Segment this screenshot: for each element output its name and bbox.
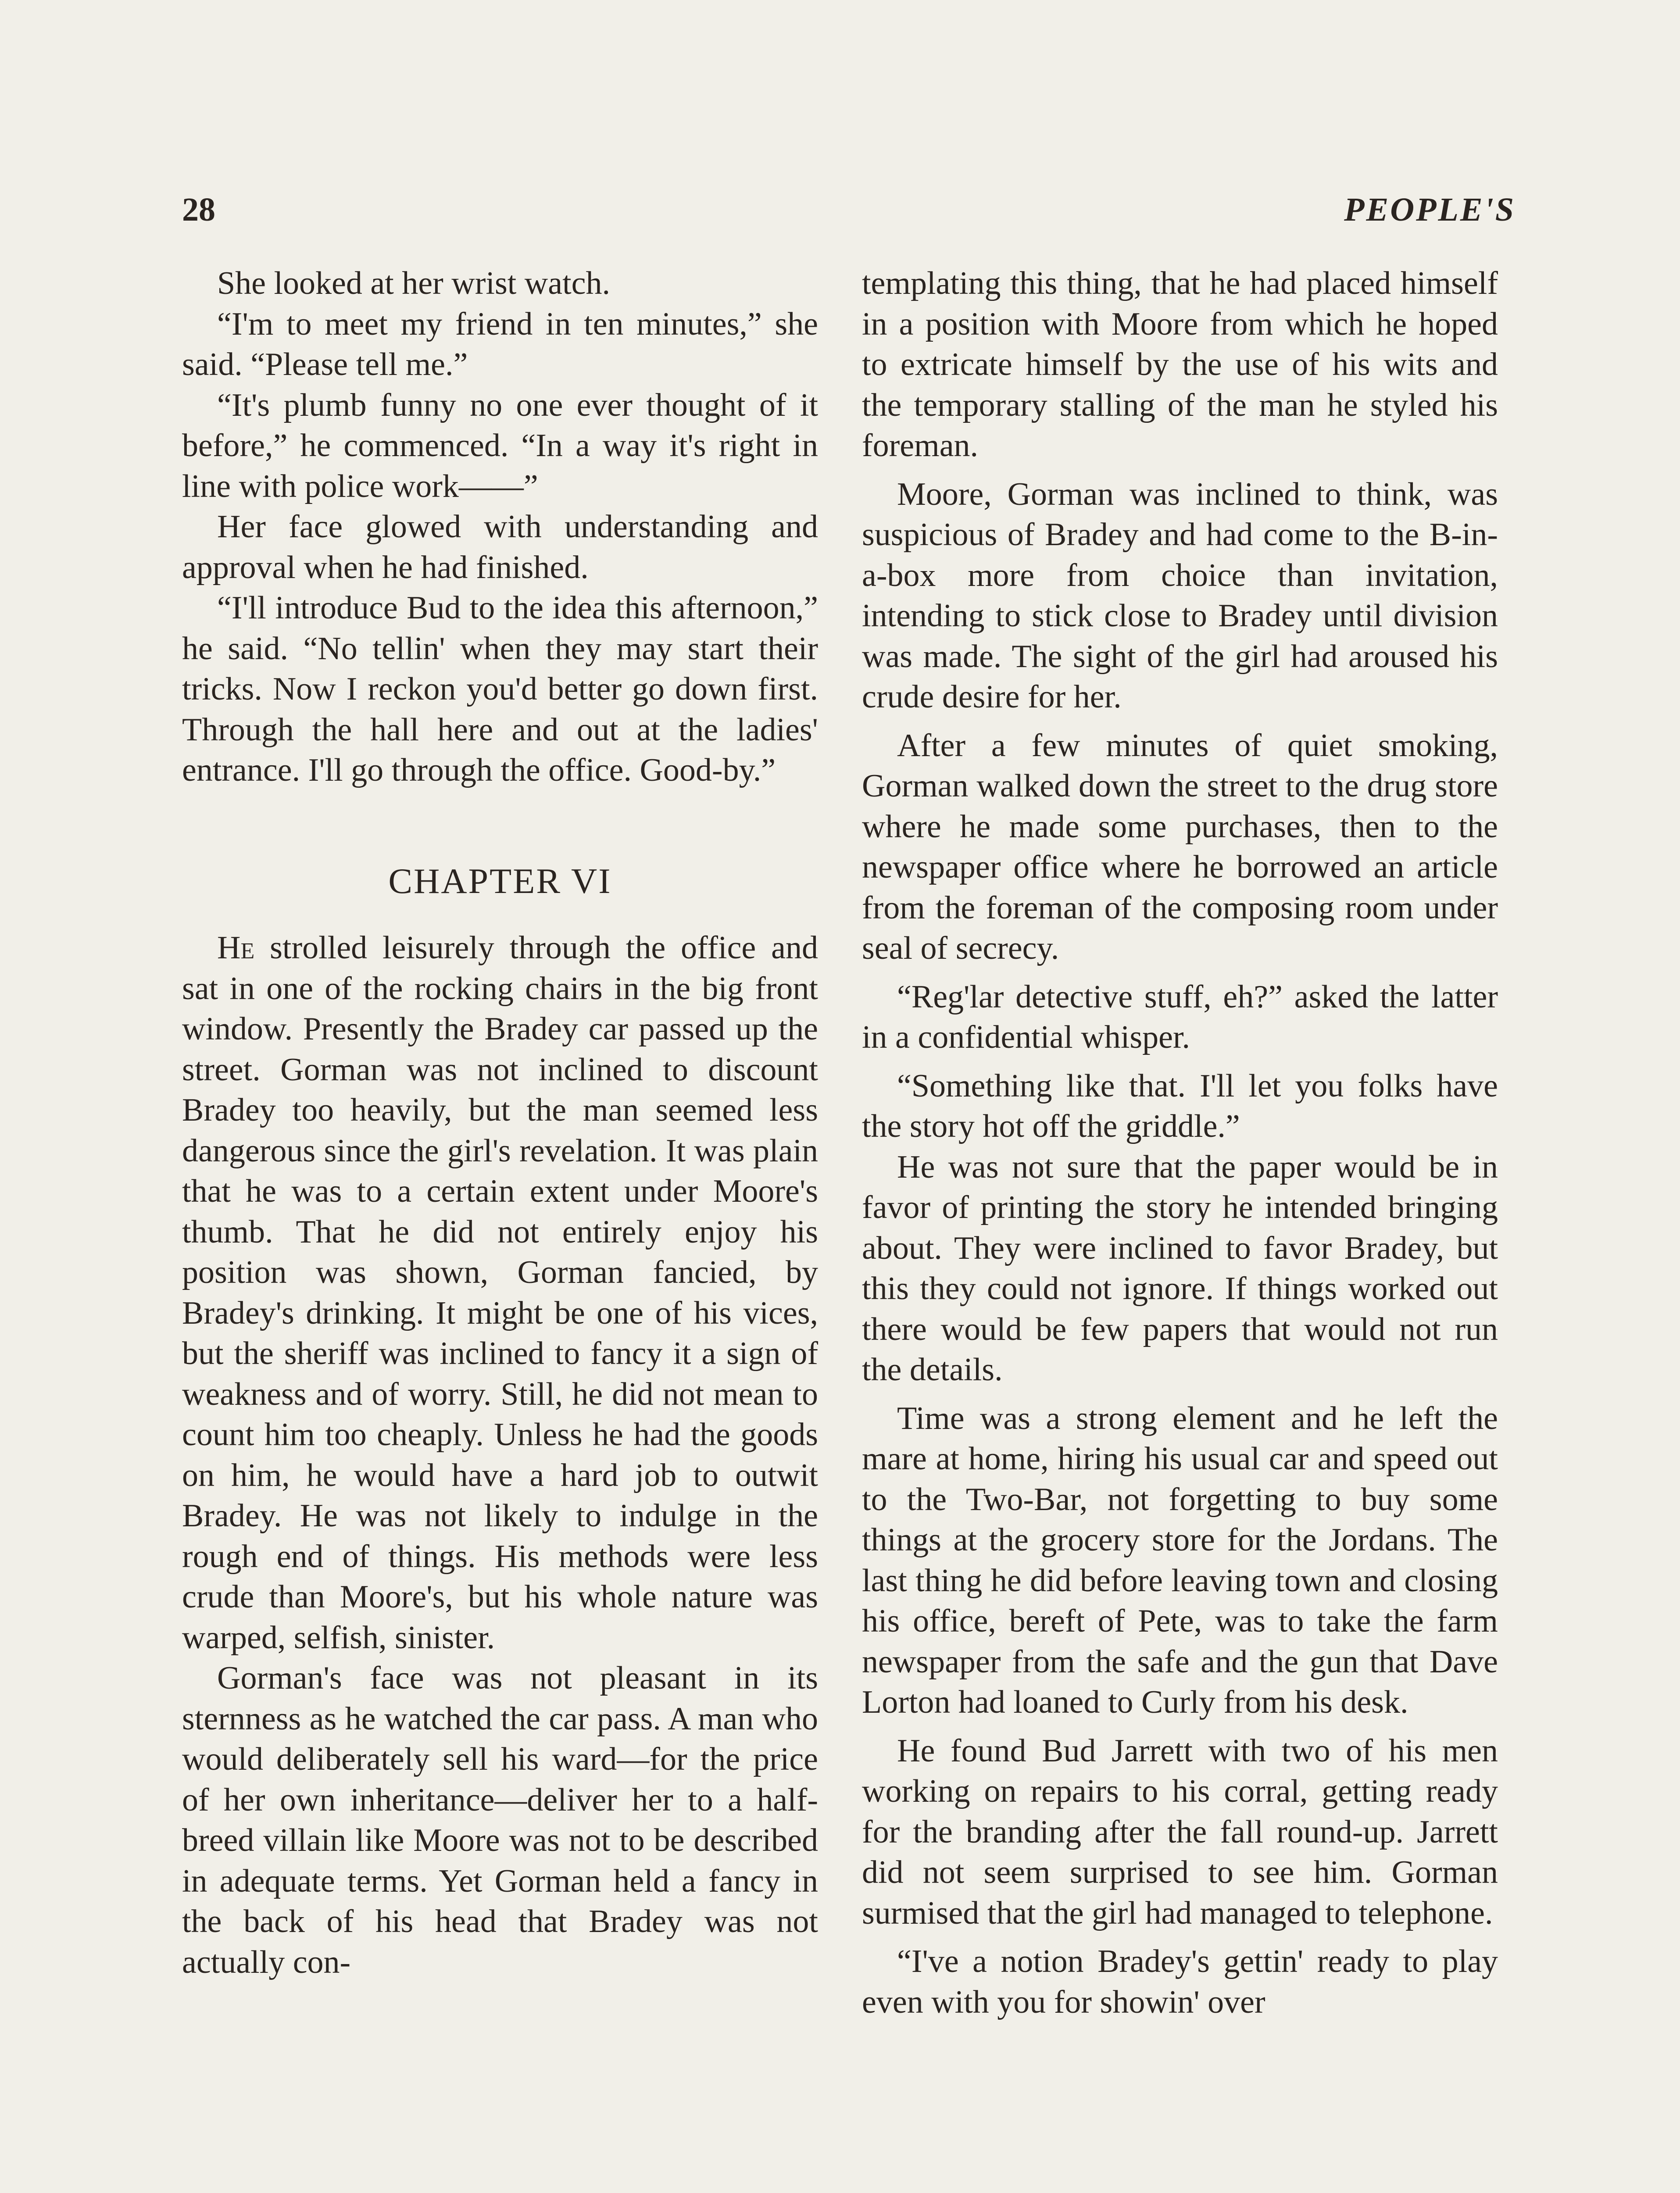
- page-number: 28: [182, 191, 215, 228]
- paragraph: Time was a strong element and he left the mare at home, hiring his usual car and speed out to the Two-Bar, not forgetting to buy some things at the grocery store for the Jordans. The last thing he did before leaving town and closing his office, bereft of Pete, was to take the farm newspaper from the safe and the gun that Dave Lorton had loaned to Curly from his desk.: [862, 1400, 1498, 1720]
- paragraph: Her face glowed with understanding and approval when he had finished.: [182, 509, 818, 586]
- paragraph: “I'll introduce Bud to the idea this afternoon,” he said. “No tellin' when they may start their tricks. Now I reckon you'd better go down first. Through the hall here and out at the ladies' entrance. I'll go through the office. Good-by.”: [182, 590, 818, 788]
- paragraph-text: strolled leisurely through the office and sat in one of the rocking chairs in the big front window. Presently the Bradey car passed up the street. Gorman was not inclined to discount Bradey too heavily, but the man seemed less dangerous since the girl's revelation. It was plain that he was to a certain extent under Moore's thumb. That he did not entirely enjoy his position was shown, Gorman fancied, by Bradey's drinking. It might be one of his vices, but the sheriff was inclined to fancy it a sign of weakness and of worry. Still, he did not mean to count him too cheaply. Unless he had the goods on him, he would have a hard job to outwit Bradey. He was not likely to indulge in the rough end of things. His methods were less crude than Moore's, but his whole nature was warped, selfish, sinister.: [182, 930, 818, 1656]
- paragraph: templating this thing, that he had placed himself in a position with Moore from which he hoped to extricate himself by the use of his wits and the temporary stalling of the man he styled his foreman.: [862, 265, 1498, 464]
- paragraph: Gorman's face was not pleasant in its sternness as he watched the car pass. A man who would deliberately sell his ward—for the price of her own inheritance—deliver her to a half-breed villain like Moore was not to be described in adequate terms. Yet Gorman held a fancy in the back of his head that Bradey was not actually con-: [182, 1660, 818, 1980]
- right-column: [862, 263, 1498, 2022]
- paragraph: “Reg'lar detective stuff, eh?” asked the latter in a confidential whisper.: [862, 979, 1498, 1055]
- paragraph: “I'm to meet my friend in ten minutes,” she said. “Please tell me.”: [182, 306, 818, 382]
- paragraph: He was not sure that the paper would be in favor of printing the story he intended bringing about. They were inclined to favor Bradey, but this they could not ignore. If things worked out there would be few papers that would not run the details.: [862, 1149, 1498, 1388]
- chapter-heading: CHAPTER VI: [388, 861, 612, 901]
- paragraph: Moore, Gorman was inclined to think, was suspicious of Bradey and had come to the B-in-a-box more from choice than invitation, intending to stick close to Bradey until division was made. The sight of the girl had aroused his crude desire for her.: [862, 476, 1498, 715]
- magazine-title: PEOPLE'S: [1344, 191, 1516, 228]
- paragraph: She looked at her wrist watch.: [217, 265, 610, 301]
- paragraph: “It's plumb funny no one ever thought of it before,” he commenced. “In a way it's right in line with police work——”: [182, 387, 818, 504]
- paragraph: “Something like that. I'll let you folks have the story hot off the griddle.”: [862, 1068, 1498, 1144]
- paragraph: “I've a notion Bradey's gettin' ready to play even with you for showin' over: [862, 1943, 1498, 2020]
- paragraph: [182, 928, 818, 1658]
- paragraph: After a few minutes of quiet smoking, Gorman walked down the street to the drug store where he made some purchases, then to the newspaper office where he borrowed an article from the foreman of the composing room under seal of secrecy.: [862, 727, 1498, 966]
- paragraph: He found Bud Jarrett with two of his men working on repairs to his corral, getting ready for the branding after the fall round-up. Jarrett did not seem surprised to see him. Gorman surmised that the girl had managed to telephone.: [862, 1732, 1498, 1931]
- left-column: [182, 263, 818, 1982]
- chapter-opening-word: He: [217, 930, 255, 966]
